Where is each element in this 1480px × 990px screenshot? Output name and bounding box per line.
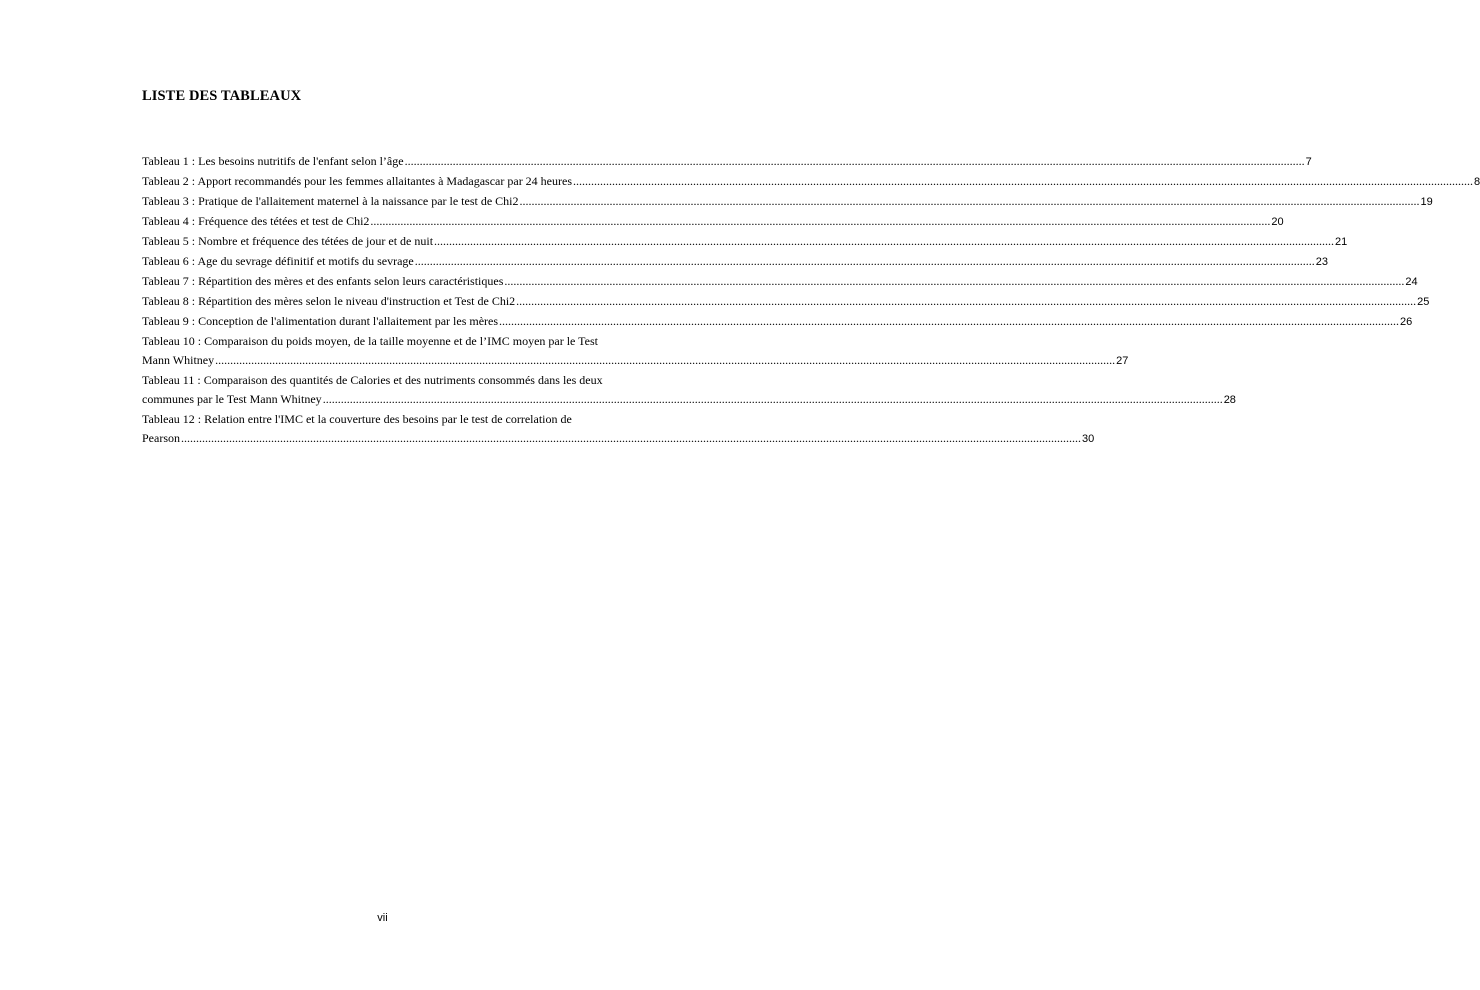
toc-entry-11[interactable]: [142, 371, 1236, 410]
toc-entry-6[interactable]: [142, 252, 1328, 272]
dot-leader: ............................................................................................................................................................................................................................................................................................................: [519, 194, 1420, 208]
toc-page-number: 25: [1417, 296, 1430, 308]
dot-leader: ............................................................................................................................................................................................................................................................................................................: [404, 154, 1305, 168]
toc-entry-10[interactable]: [142, 332, 1129, 371]
dot-leader: ............................................................................................................................................................................................................................................................................................................: [504, 274, 1405, 288]
toc-page-number: 28: [1223, 394, 1236, 406]
toc-entry-1[interactable]: [142, 152, 1312, 172]
toc-entry-9[interactable]: [142, 312, 1413, 332]
toc-entry-text: Tableau 6 : Age du sevrage définitif et motifs du sevrage: [142, 254, 414, 268]
dot-leader: ............................................................................................................................................................................................................................................................................................................: [181, 431, 1081, 445]
toc-page-number: 19: [1420, 196, 1433, 208]
toc-entry-5[interactable]: [142, 232, 1348, 252]
dot-leader: ............................................................................................................................................................................................................................................................................................................: [215, 353, 1116, 367]
toc-entry-12[interactable]: [142, 410, 1095, 449]
page-number: vii: [377, 912, 388, 924]
toc-page-number: 27: [1116, 355, 1129, 367]
toc-entry-text: Pearson: [142, 431, 180, 445]
toc-entry-text: Tableau 8 : Répartition des mères selon le niveau d'instruction et Test de Chi2: [142, 294, 516, 308]
toc-page-number: 20: [1271, 216, 1284, 228]
toc-entry-7[interactable]: [142, 272, 1418, 292]
toc-page-number: 26: [1400, 316, 1413, 328]
toc-entry-first-line: Tableau 10 : Comparaison du poids moyen, de la taille moyenne et de l’IMC moyen par le Test: [142, 334, 598, 348]
toc-entry-text: communes par le Test Mann Whitney: [142, 392, 322, 406]
dot-leader: ............................................................................................................................................................................................................................................................................................................: [370, 214, 1271, 228]
dot-leader: ............................................................................................................................................................................................................................................................................................................: [414, 254, 1315, 268]
toc-page-number: 30: [1082, 433, 1095, 445]
toc-entry-text: Tableau 2 : Apport recommandés pour les femmes allaitantes à Madagascar par 24 heures: [142, 174, 573, 188]
toc-entry-text: Tableau 4 : Fréquence des tétées et test de Chi2: [142, 214, 370, 228]
toc-entry-8[interactable]: [142, 292, 1430, 312]
table-of-tables: [142, 152, 1480, 449]
toc-page-number: 23: [1315, 256, 1328, 268]
toc-entry-4[interactable]: [142, 212, 1284, 232]
dot-leader: ............................................................................................................................................................................................................................................................................................................: [516, 294, 1417, 308]
toc-entry-text: Tableau 1 : Les besoins nutritifs de l'enfant selon l’âge: [142, 154, 404, 168]
page-title: LISTE DES TABLEAUX: [142, 88, 302, 104]
toc-entry-text: Mann Whitney: [142, 353, 215, 367]
toc-entry-3[interactable]: [142, 192, 1433, 212]
toc-entry-text: Tableau 5 : Nombre et fréquence des tétées de jour et de nuit: [142, 234, 434, 248]
toc-entry-text: Tableau 9 : Conception de l'alimentation durant l'allaitement par les mères: [142, 314, 499, 328]
toc-entry-first-line: Tableau 11 : Comparaison des quantités de Calories et des nutriments consommés dans les deux: [142, 373, 603, 387]
toc-page-number: 24: [1405, 276, 1418, 288]
toc-entry-text: Tableau 3 : Pratique de l'allaitement maternel à la naissance par le test de Chi2: [142, 194, 519, 208]
dot-leader: ............................................................................................................................................................................................................................................................................................................: [499, 314, 1400, 328]
toc-page-number: 7: [1305, 156, 1312, 168]
dot-leader: ............................................................................................................................................................................................................................................................................................................: [573, 174, 1474, 188]
toc-entry-first-line: Tableau 12 : Relation entre l'IMC et la couverture des besoins par le test de correlation de: [142, 412, 572, 426]
toc-page-number: 21: [1335, 236, 1348, 248]
dot-leader: ............................................................................................................................................................................................................................................................................................................: [322, 392, 1223, 406]
toc-entry-2[interactable]: [142, 172, 1480, 192]
dot-leader: ............................................................................................................................................................................................................................................................................................................: [434, 234, 1335, 248]
toc-entry-text: Tableau 7 : Répartition des mères et des enfants selon leurs caractéristiques: [142, 274, 504, 288]
toc-page-number: 8: [1474, 176, 1480, 188]
